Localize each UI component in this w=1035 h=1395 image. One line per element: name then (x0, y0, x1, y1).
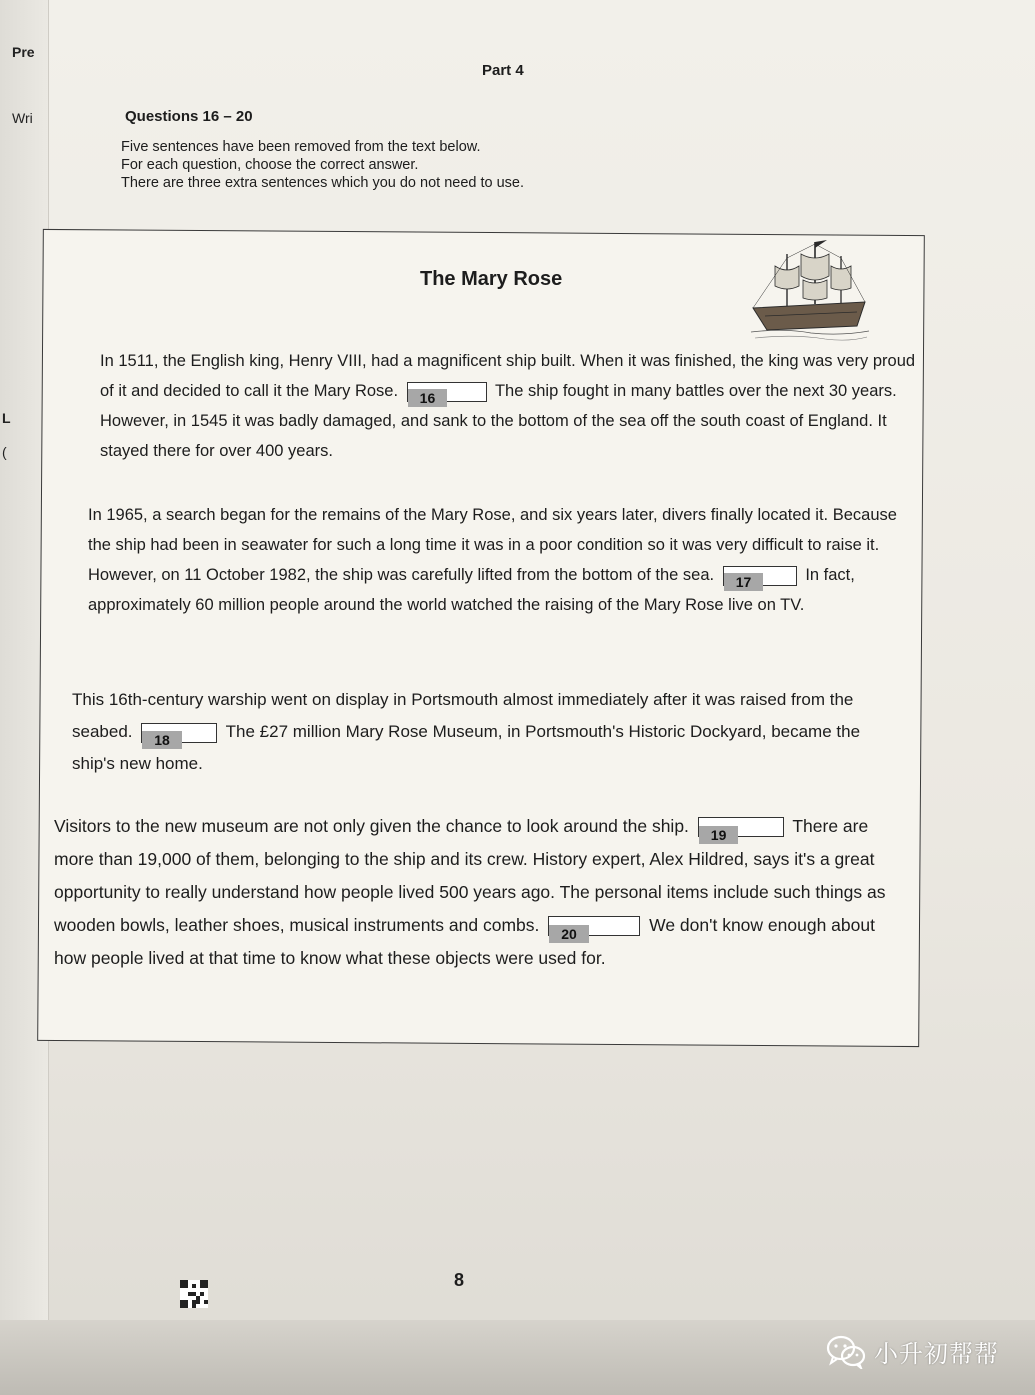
answer-gap-18[interactable] (141, 723, 217, 748)
article-paragraph-2 (88, 500, 913, 620)
gap-number: 20 (549, 925, 589, 943)
paragraph-text: The £27 million Mary Rose Museum, in Portsmouth's Historic Dockyard, became the ship's new home. (72, 722, 861, 773)
paragraph-text: The ship fought in many battles over the next 30 years. However, in 1545 it was badly damaged, and sank to the bottom of the sea off the south coast of England. It stayed there for over 400 years. (100, 382, 897, 460)
gap-number: 16 (408, 389, 448, 407)
paragraph-text: There are more than 19,000 of them, belonging to the ship and its crew. History expert, Alex Hildred, says it's a great opportunity to really understand how people lived 500 years ago. The personal items include such things as wooden bowls, leather shoes, musical instruments and combs. (54, 816, 886, 935)
answer-gap-17[interactable] (723, 566, 797, 590)
left-page-fragment: Pre (12, 44, 35, 60)
watermark (826, 1334, 999, 1369)
answer-gap-19[interactable] (698, 817, 784, 844)
article-paragraph-1 (100, 346, 930, 466)
answer-gap-16[interactable] (407, 382, 487, 406)
instructions (121, 138, 524, 192)
instruction-line: Five sentences have been removed from the text below. (121, 139, 481, 155)
paragraph-text: This 16th-century warship went on display in Portsmouth almost immediately after it was raised from the seabed. (72, 690, 854, 741)
ship-illustration-icon (745, 236, 875, 344)
wechat-icon (826, 1335, 866, 1369)
paragraph-text: We don't know enough about how people lived at that time to know what these objects were used for. (54, 915, 875, 968)
paragraph-text: In 1965, a search began for the remains of the Mary Rose, and six years later, divers finally located it. Because the ship had been in seawater for such a long time it was in a poor condition so it was very difficult to raise it. However, on 11 October 1982, the ship was carefully lifted from the bottom of the sea. (88, 506, 897, 584)
article-title: The Mary Rose (420, 268, 563, 290)
qr-code-icon (180, 1280, 208, 1308)
left-page-fragment: L (2, 410, 11, 426)
article-paragraph-4 (54, 810, 894, 975)
left-page-fragment: Wri (12, 110, 33, 126)
watermark-text: 小升初帮帮 (874, 1341, 999, 1368)
article-paragraph-3 (72, 684, 902, 780)
gap-number: 19 (699, 826, 739, 844)
paragraph-text: Visitors to the new museum are not only given the chance to look around the ship. (54, 816, 689, 836)
gap-number: 17 (724, 573, 764, 591)
left-page-fragment: ( (2, 444, 7, 460)
paragraph-text: In fact, approximately 60 million people around the world watched the raising of the Mary Rose live on TV. (88, 566, 855, 614)
paragraph-text: In 1511, the English king, Henry VIII, had a magnificent ship built. When it was finished, the king was very proud of it and decided to call it the Mary Rose. (100, 352, 916, 400)
gap-number: 18 (142, 731, 182, 749)
instruction-line: There are three extra sentences which you do not need to use. (121, 175, 525, 191)
instruction-line: For each question, choose the correct answer. (121, 157, 419, 173)
part-title: Part 4 (482, 62, 524, 79)
questions-title: Questions 16 – 20 (125, 108, 253, 125)
answer-gap-20[interactable] (548, 916, 640, 943)
page-number: 8 (454, 1270, 465, 1290)
